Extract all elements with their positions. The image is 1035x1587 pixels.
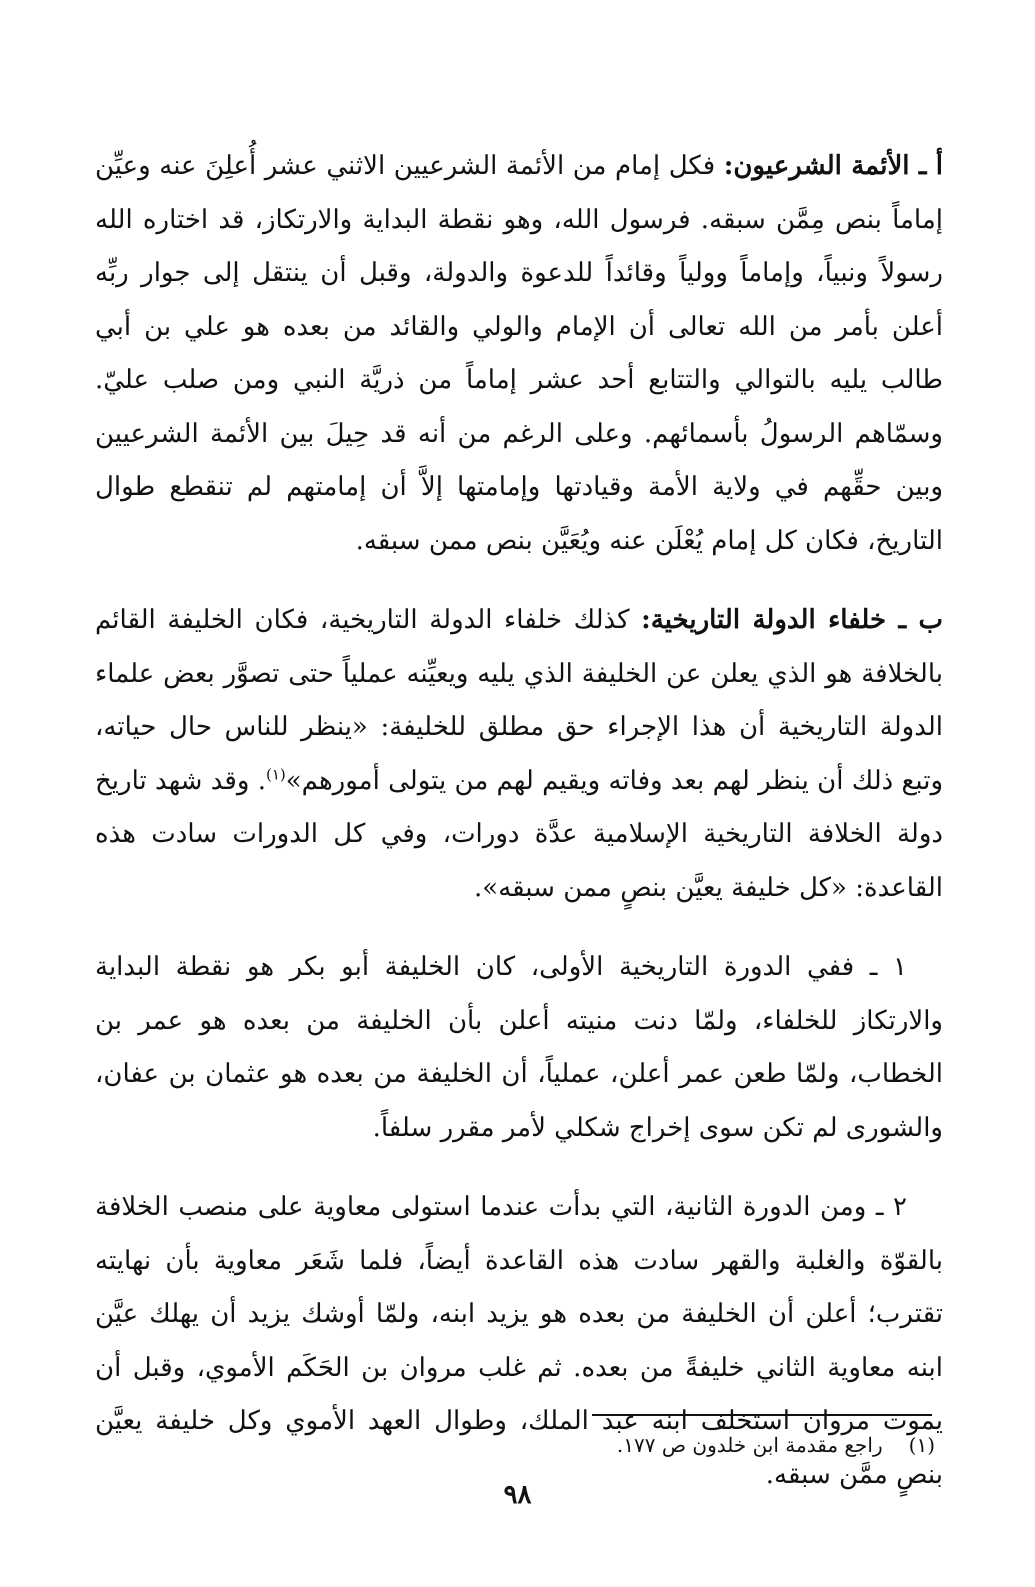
body-text [95,140,943,1502]
paragraph-body: ٢ ـ ومن الدورة الثانية، التي بدأت عندما استولى معاوية على منصب الخلافة بالقوّة والغلبة والقهر سادت هذه القاعدة أيضاً، فلما شَعَر معاوية بأن نهايته تقترب؛ أعلن أن الخليفة من بعده هو يزيد ابنه، ولمّا أوشك يزيد أن يهلك عيَّن ابنه معاوية الثاني خليفةً من بعده. ثم غلب مروان بن الحَكَم الأموي، وقبل أن يموت مروان استخلف ابنه عبد الملك، وطوال العهد الأموي وكل خليفة يعيَّن بنصٍ ممَّن سبقه. [95,1192,943,1490]
paragraph-heading: ب ـ خلفاء الدولة التاريخية: [641,605,943,635]
footnote-separator [592,1414,932,1416]
paragraph-body: ١ ـ ففي الدورة التاريخية الأولى، كان الخليفة أبو بكر هو نقطة البداية والارتكاز للخلفاء، ولمّا دنت منيته أعلن بأن الخليفة من بعده هو عمر بن الخطاب، ولمّا طعن عمر أعلن، عملياً، أن الخليفة من بعده هو عثمان بن عفان، والشورى لم تكن سوى إخراج شكلي لأمر مقرر سلفاً. [95,952,943,1143]
paragraph-historical-caliphs [95,594,943,915]
paragraph-body-continued: . وقد شهد تاريخ دولة الخلافة التاريخية الإسلامية عدَّة دورات، وفي كل الدورات سادت هذه القاعدة: «كل خليفة يعيَّن بنصٍ ممن سبقه». [95,765,943,903]
footnote [95,1425,935,1465]
paragraph-body: فكل إمام من الأئمة الشرعيين الاثني عشر أُعلِنَ عنه وعيِّن إماماً بنص مِمَّن سبقه. فرسول الله، وهو نقطة البداية والارتكاز، قد اختاره الله رسولاً ونبياً، وإماماً وولياً وقائداً للدعوة والدولة، وقبل أن ينتقل إلى جوار ربِّه أعلن بأمر من الله تعالى أن الإمام والولي والقائد من بعده هو علي بن أبي طالب يليه بالتوالي والتتابع أحد عشر إماماً من ذريَّة النبي ومن صلب عليّ. وسمّاهم الرسولُ بأسمائهم. وعلى الرغم من أنه قد حِيلَ بين الأئمة الشرعيين وبين حقِّهم في ولاية الأمة وقيادتها وإمامتها إلاَّ أن إمامتهم لم تنقطع طوال التاريخ، فكان كل إمام يُعْلَن عنه ويُعَيَّن بنص ممن سبقه. [95,151,943,556]
paragraph-body: كذلك خلفاء الدولة التاريخية، فكان الخليفة القائم بالخلافة هو الذي يعلن عن الخليفة الذي يليه ويعيِّنه عملياً حتى تصوَّر بعض علماء الدولة التاريخية أن هذا الإجراء حق مطلق للخليفة: «ينظر للناس حال حياته، وتبع ذلك أن ينظر لهم بعد وفاته ويقيم لهم من يتولى أمورهم» [95,605,943,796]
paragraph-first-cycle [95,941,943,1155]
paragraph-legitimate-imams [95,140,943,568]
footnote-number: (١) [908,1433,935,1457]
footnote-reference[interactable]: (١) [265,764,286,783]
page-number: ٩٨ [503,1480,532,1510]
paragraph-heading: أ ـ الأئمة الشرعيون: [723,151,943,181]
footnote-text: راجع مقدمة ابن خلدون ص ١٧٧. [616,1433,883,1457]
